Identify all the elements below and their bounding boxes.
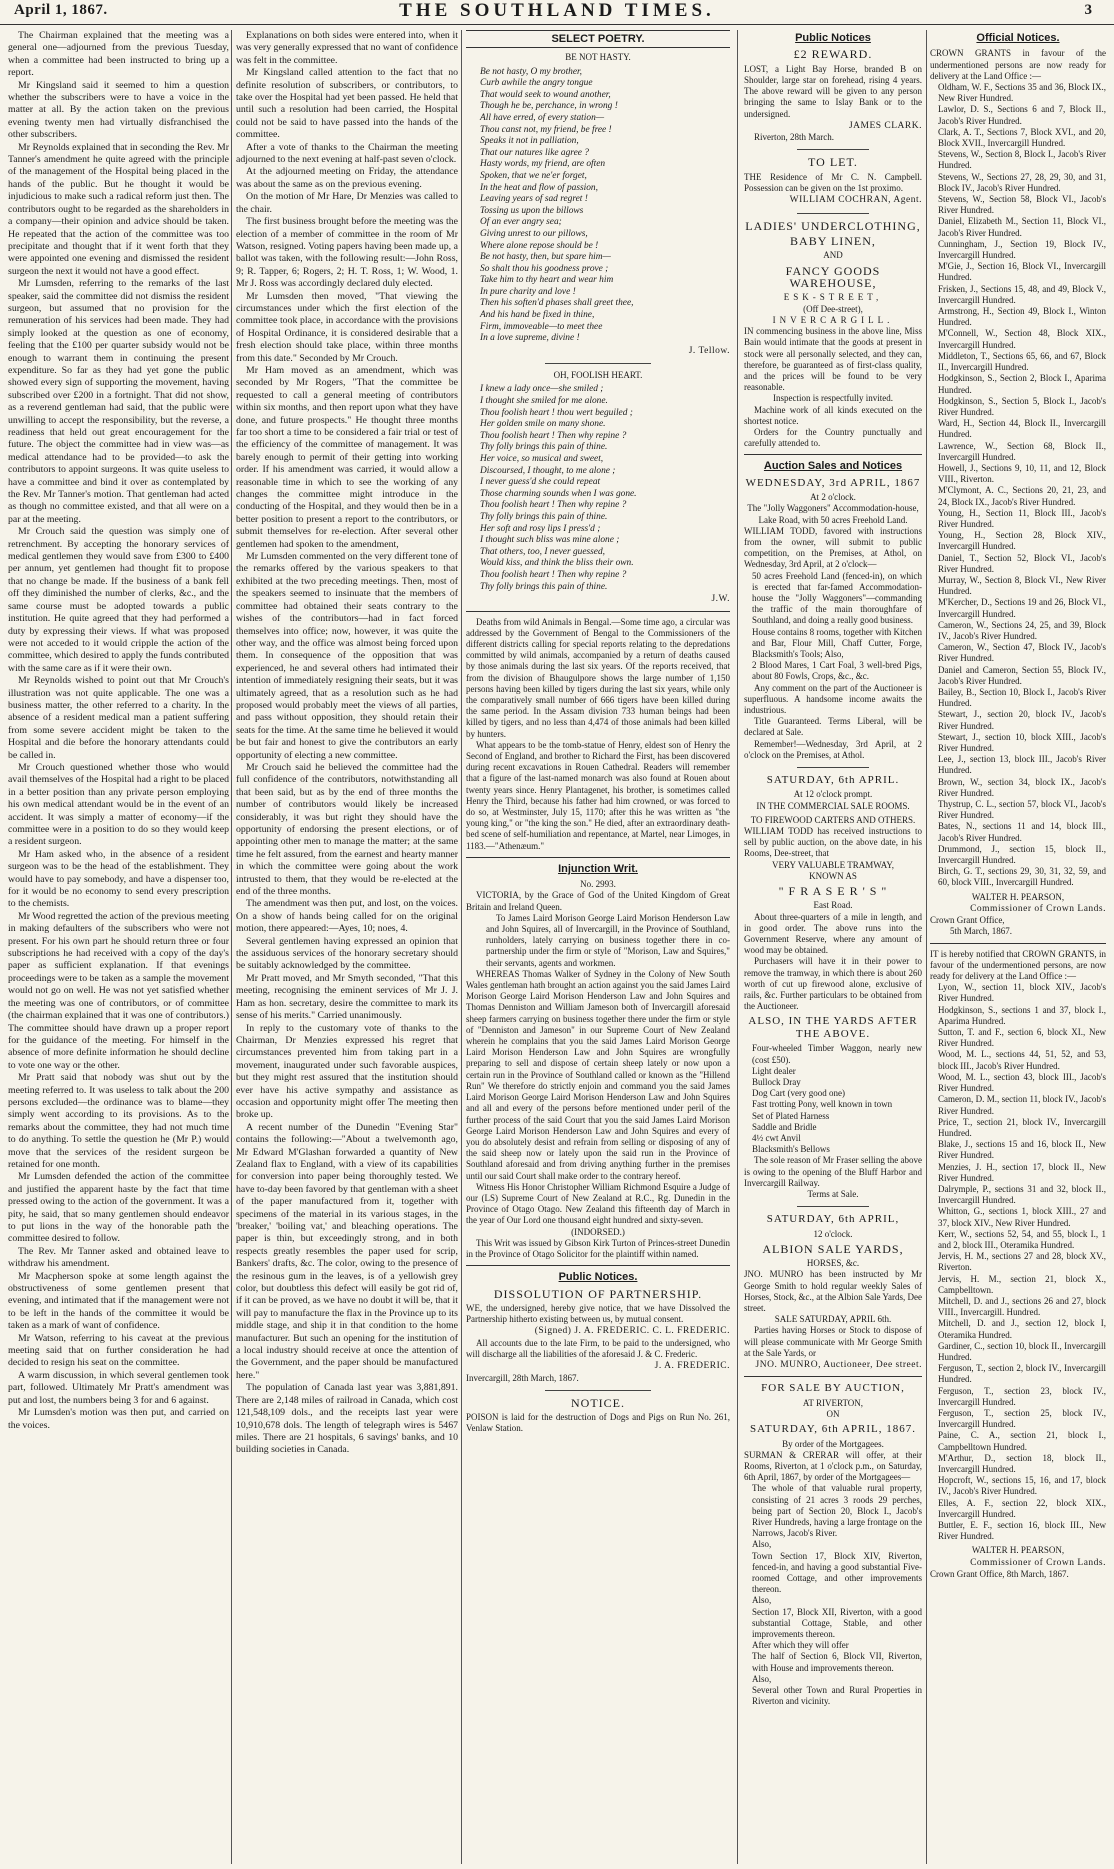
article-paragraph: Mr Kingsland called attention to the fact that no definite resolution of subscribers, or contributors, to take over the Hospital had yet been passed. He held that until such a resolution had been carried, the Hospital could not be said to have passed into the hands of the committee. bbox=[236, 67, 458, 141]
crown-grant-entry: Ferguson, T., section 2, block IV., Invercargill Hundred. bbox=[938, 1363, 1106, 1385]
ad-address: (Off Dee-street), bbox=[803, 303, 863, 314]
poem-body bbox=[466, 384, 730, 593]
poem-body bbox=[466, 67, 730, 345]
poem-line: Be not hasty, then, but spare him— bbox=[480, 252, 611, 263]
poem-line: Leaving years of sad regret ! bbox=[480, 194, 588, 205]
ad-title: BABY LINEN, bbox=[790, 234, 876, 249]
ad-title: AND bbox=[823, 250, 843, 261]
ad-address: ESK-STREET, bbox=[783, 292, 883, 303]
crown-grant-entry: Lawrence, W., Section 68, Block II., Invercargill Hundred. bbox=[938, 440, 1106, 462]
crown-grant-entry: Middleton, T., Sections 65, 66, and 67, Block II., Invercargill Hundred. bbox=[938, 350, 1106, 373]
poem-line: I thought such bliss was mine alone ; bbox=[480, 535, 620, 546]
injunction-note: This Writ was issued by Gibson Kirk Turton of Princes-street Dunedin in the Province of Otago Solicitor for the plaintiff within named. bbox=[466, 1237, 730, 1259]
poem-line: I thought she smiled for me alone. bbox=[480, 396, 608, 407]
crown-grant-entry: Hodgkinson, S., sections 1 and 37, block I., Aparima Hundred. bbox=[938, 1004, 1106, 1026]
auction-items bbox=[744, 1043, 922, 1155]
article-paragraph: Mr Wood regretted the action of the previous meeting in making defaulters of the subscribers who were not present. For his own part he should return three or four subscriptions he had received with a copy of the day's paper as sufficient explanation. If that evenings proceedings were to be taken as a sample the movement would not go on well. He was not yet satisfied whether the meeting was one of contributors, or of committee (the chairman explained that it was one of contributors.) The committee should have drawn up a proper report for the guidance of the meeting. For himself in the absence of more definite information he should decline to vote one way or the other. bbox=[8, 910, 229, 1071]
auction-item: Set of Plated Harness bbox=[752, 1110, 830, 1121]
auction-item: Four-wheeled Timber Waggon, nearly new (cost £50). bbox=[752, 1043, 922, 1065]
crown-grant-entry: Lyon, W., section 11, block XIV., Jacob's River Hundred. bbox=[938, 982, 1106, 1004]
poem-line: In the heat and flow of passion, bbox=[480, 182, 598, 193]
poem-line: Her voice, so musical and sweet, bbox=[480, 454, 604, 465]
crown-grant-entry: Daniel, T., Section 52, Block VI., Jacob's River Hundred. bbox=[938, 552, 1106, 574]
poem-line: Would kiss, and think the bliss their own. bbox=[480, 558, 634, 569]
notice-date: Invercargill, 28th March, 1867. bbox=[466, 1372, 579, 1383]
poem-title: OH, FOOLISH HEART. bbox=[553, 370, 643, 381]
auction-date: SATURDAY, 6th APRIL, 1867. bbox=[750, 1423, 916, 1436]
poem-line: Where alone repose should be ! bbox=[480, 240, 599, 251]
injunction-indorsed: (INDORSED.) bbox=[571, 1226, 625, 1237]
injunction-number: No. 2993. bbox=[580, 879, 616, 890]
crown-grant-entry: Ferguson, T., section 23, block IV., Invercargill Hundred. bbox=[938, 1385, 1106, 1407]
notice-paragraph: All accounts due to the late Firm, to be paid to the undersigned, who will discharge all the liabilities of the aforesaid J. & C. Frederic. bbox=[466, 1337, 730, 1359]
article-paragraph: Mr Crouch said he believed the committee had the full confidence of the contributors, notwithstanding all that been said, but as by the end of three months the number of contributors would likely be increased considerably, it was but right they should have the opportunity of endorsing the present elections, or of appointing other men to manage the matter; at the same time he felt assured, from the earnest and hearty manner in which the committee were going about the work intrusted to them, that they would be re-elected at the end of the three months. bbox=[236, 761, 458, 898]
ad-line: Inspection is respectfully invited. bbox=[773, 393, 893, 404]
auction-item: Also, bbox=[752, 1539, 772, 1550]
poem-line: I knew a lady once—she smiled ; bbox=[480, 384, 604, 395]
ad-signature: JAMES CLARK. bbox=[848, 120, 922, 131]
crown-grant-entry: Stevens, W., Section 58, Block VI., Jacob's River Hundred. bbox=[938, 194, 1106, 216]
injunction-heading: Injunction Writ. bbox=[558, 862, 638, 875]
auction-paragraph: Purchasers will have it in their power to remove the tramway, in which there is about 260 worth of cut up firewood alone, exclusive of rails, &c. Further particulars to be obtained from the Auctioneer. bbox=[744, 956, 922, 1012]
article-paragraph: Mr Lumsden's motion was then put, and carried on the voices. bbox=[8, 1407, 229, 1431]
crown-grant-entry: Wood, M. L., sections 44, 51, 52, and 53, block III., Jacob's River Hundred. bbox=[938, 1049, 1106, 1071]
crown-grant-entry: Paine, C. A., section 21, block I., Campbelltown Hundred. bbox=[938, 1430, 1106, 1452]
poem-line: So shalt thou his goodness prove ; bbox=[480, 263, 609, 274]
auction-title: " F R A S E R ' S " bbox=[778, 884, 888, 899]
commissioner-title: Commissioner of Crown Lands. bbox=[970, 1557, 1106, 1568]
crown-grant-entry: Hodgkinson, S., Section 5, Block I., Jacob's River Hundred. bbox=[938, 395, 1106, 417]
column-3-poetry-and-notices bbox=[466, 30, 730, 1864]
crown-grant-entry: M'Clymont, A. C., Sections 20, 21, 23, and 24, Block IX., Jacob's River Hundred. bbox=[938, 485, 1106, 507]
crown-grant-entry: Bailey, B., Section 10, Block I., Jacob's River Hundred. bbox=[938, 686, 1106, 709]
poem-line: Though he be, perchance, in wrong ! bbox=[480, 101, 618, 112]
crown-grant-entry: Daniel and Cameron, Section 55, Block IV., Jacob's River Hundred. bbox=[938, 664, 1106, 686]
article-paragraph: At the adjourned meeting on Friday, the attendance was about the same as on the previous evening. bbox=[236, 166, 458, 190]
auction-item: 2 Blood Mares, 1 Cart Foal, 3 well-bred Pigs, about 80 Fowls, Crops, &c., &c. bbox=[752, 660, 922, 682]
ad-title: FANCY GOODS WAREHOUSE, bbox=[785, 263, 881, 291]
poem-author: J.W. bbox=[711, 594, 730, 605]
auction-title: ALSO, IN THE YARDS AFTER THE ABOVE. bbox=[748, 1015, 918, 1040]
crown-grant-entry: Hodgkinson, S., Section 2, Block I., Aparima Hundred. bbox=[938, 373, 1106, 395]
notice-title: DISSOLUTION OF PARTNERSHIP. bbox=[493, 1286, 703, 1301]
poem-line: That would seek to wound another, bbox=[480, 89, 611, 100]
divider bbox=[797, 213, 868, 214]
article-paragraph: A recent number of the Dunedin "Evening Star" contains the following:—"About a twelvemonth ago, Mr Edward M'Glashan forwarded a quantity of New Zealand flax to England, with a view of its capabilities for conversion into paper being thoroughly tested. We have to-day been favored by that gentleman with a sheet of the paper manufactured from it, together with specimens of the material in its various stages, in the 'breaker,' 'boiling vat,' and bleaching operations. The paper is thin, but exceedingly strong, and in both respects greatly resembles the paper used for scrip, Bankers' drafts, &c. The color, owing to the presence of the resinous gum in the leaves, is of a yellowish grey color, but doubtless this defect will easily be got rid of, if it can be proved, as we have no doubt it will be, that it will pay to manufacture the flax in the Province up to its middle stage, and ship it in that condition to the home manufacturer. But such an opening for the institution of a local industry should receive at once the attention of the Government, and the paper should be manufactured here." bbox=[236, 1121, 458, 1381]
notice-date: 5th March, 1867. bbox=[950, 926, 1012, 937]
auction-item: Saddle and Bridle bbox=[752, 1121, 817, 1132]
column-rule bbox=[926, 30, 927, 1864]
crown-grant-entry: Kerr, W., sections 52, 54, and 55, block I., 1 and 2, block III., Oteramika Hundred. bbox=[938, 1228, 1106, 1250]
ad-paragraph: Machine work of all kinds executed on the shortest notice. bbox=[744, 404, 922, 426]
poem-line: That others, too, I never guessed, bbox=[480, 546, 605, 557]
ad-title: TO LET. bbox=[808, 155, 858, 170]
article-paragraph: Mr Macpherson spoke at some length against the obstructiveness of some gentlemen present that evening, and intimated that if the management were not to be left in the hands of the committee it would be taken as a mark of want of confidence. bbox=[8, 1270, 229, 1332]
auction-title: ALBION SALE YARDS, bbox=[762, 1241, 904, 1256]
injunction-paragraph: WHEREAS Thomas Walker of Sydney in the Colony of New South Wales gentleman hath brought an action against you the said James Laird Morison George Laird Morison Henderson Law and John Squires and Thomas Denniston and William Jameson both of Invercargill aforesaid sheep farmers carrying on business together there under the firm or style of "Denniston and Jameson" in our Supreme Court of New Zealand wherein he complains that you the said James Laird Morison George Laird Morison Henderson Law and John Squires are wrongfully preparing to sell and dispose of certain sheep lately or now upon a certain run in the Province of Southland called or known as the "Hillend Run" We therefore do strictly enjoin and command you the said James Laird Morison George Laird Morison Henderson Law and John Squires and all and every of the persons before mentioned under peril of the further process of the said Court that you the said James Laird Morison George Laird Morison Henderson Law and John Squires and every of you do absolutely desist and refrain from selling or disposing of any of the said sheep now or lately upon the said run in the Province of Southland aforesaid and from driving anything further in the premises until our said Court shall make order to the contrary hereof. bbox=[466, 968, 730, 1181]
commissioner-title: Commissioner of Crown Lands. bbox=[970, 903, 1106, 914]
article-paragraph: Mr Ham asked who, in the absence of a resident surgeon was to be the head of the establishment. They would have to pay somebody, and have a dispenser too, for it would be no economy to send every prescription to the chemists. bbox=[8, 848, 229, 910]
ad-address: INVERCARGILL. bbox=[772, 314, 894, 325]
crown-grant-entry: M'Arthur, D., section 18, block II., Invercargill Hundred. bbox=[938, 1452, 1106, 1474]
poem-line: All have erred, of every station— bbox=[480, 112, 605, 123]
article-paragraph: After a vote of thanks to the Chairman the meeting adjourned to the next evening at half-past seven o'clock. bbox=[236, 141, 458, 166]
crown-grant-entry: Jervis, H. M., sections 27 and 28, block XV., Riverton. bbox=[938, 1251, 1106, 1273]
crown-grant-entry: Gardiner, C., section 10, block II., Invercargill Hundred. bbox=[938, 1340, 1106, 1362]
article-paragraph: The Chairman explained that the meeting was a general one—adjourned from the previous Tuesday, when a committee had been instructed to bring up a report. bbox=[8, 30, 229, 79]
injunction-witness: Witness His Honor Christopher William Richmond Esquire a Judge of our (LS) Supreme Court of New Zealand at R.C., Rg. Dunedin in the Province of Otago Otago. New Zealand this fifteenth day of March in the year of Our Lord one thousand eight hundred and sixty-seven. bbox=[466, 1181, 730, 1226]
office-name: Crown Grant Office, bbox=[930, 915, 1005, 926]
crown-grant-entry: M'Gie, J., Section 16, Block VI., Invercargill Hundred. bbox=[938, 261, 1106, 283]
article-paragraph: The Rev. Mr Tanner asked and obtained leave to withdraw his amendment. bbox=[8, 1245, 229, 1270]
auction-subject: HORSES, &c. bbox=[806, 1258, 860, 1269]
article-paragraph: Mr Reynolds explained that in seconding the Rev. Mr Tanner's amendment he quite agreed with the principle of the management of the Hospital being placed in the hands of the public. But he thought it would be injudicious to make such a radical reform just then. The contributors ought to be regarded as the shareholders in a company—their opinion and advice should be taken. He repeated that the action of the committee was too precipitate and thought that if it went forth that they were appointed one evening and dismissed the resident surgeon the next it would not have a good effect. bbox=[8, 141, 229, 277]
auction-item: Blacksmith's Bellows bbox=[752, 1144, 830, 1155]
auction-item: Light dealer bbox=[752, 1065, 796, 1076]
auction-item: Also, bbox=[752, 1673, 772, 1684]
crown-grant-entry: Cunningham, J., Section 19, Block IV., Invercargill Hundred. bbox=[938, 238, 1106, 261]
auction-item: The whole of that valuable rural property, consisting of 21 acres 3 roods 29 perches, being part of Section 20, Block I., Jacob's River Hundreds, having a large frontage on the Narrows, Jacob's River. bbox=[752, 1483, 922, 1539]
crown-grant-entry: Stevens, W., Sections 27, 28, 29, 30, and 31, Block IV., Jacob's River Hundred. bbox=[938, 171, 1106, 193]
poem-line: Thou foolish heart ! Then why repine ? bbox=[480, 500, 627, 511]
crown-grant-entry: Thystrup, C. L., section 57, block VI., Jacob's River Hundred. bbox=[938, 799, 1106, 821]
crown-grant-entry: Lee, J., section 13, block III., Jacob's River Hundred. bbox=[938, 754, 1106, 776]
article-paragraph: Explanations on both sides were entered into, when it was very generally expressed that no want of confidence was felt in the committee. bbox=[236, 30, 458, 66]
article-paragraph: Mr Reynolds wished to point out that Mr Crouch's illustration was not quite applicable. The one was a business matter, the other referred to a charity. In the absence of a resident medical man a patient suffering from some severe accident might be taken to the Hospital and die before the honorary attendants could be called in. bbox=[8, 675, 229, 761]
auction-item: 4½ cwt Anvil bbox=[752, 1132, 801, 1143]
crown-grant-entry: Oldham, W. F., Sections 35 and 36, Block IX., New River Hundred. bbox=[938, 82, 1106, 104]
auction-paragraph: Parties having Horses or Stock to dispose of will please communicate with Mr George Smith at the Sale Yards, or bbox=[744, 1325, 922, 1358]
crown-grant-entry: Frisken, J., Sections 15, 48, and 49, Block V., Invercargill Hundred. bbox=[938, 283, 1106, 305]
newspaper-title: THE SOUTHLAND TIMES. bbox=[399, 0, 715, 21]
auction-title: East Road. bbox=[813, 900, 853, 911]
auction-paragraph: WILLIAM TODD has received instructions to sell by public auction, on the above date, in his Rooms, Dee-street, that bbox=[744, 826, 922, 859]
issue-date: April 1, 1867. bbox=[14, 2, 108, 18]
crown-grant-entry: Daniel, Elizabeth M., Section 11, Block VI., Jacob's River Hundred. bbox=[938, 216, 1106, 238]
article-paragraph: In reply to the customary vote of thanks to the Chairman, Dr Menzies expressed his regret that circumstances prevented him from taking part in a movement, inaugurated under such favorable auspices, but they might rest assured that the institution should ever have his active sympathy and assistance as occasion and opportunity might offer The meeting then broke up. bbox=[236, 1022, 458, 1121]
crown-grant-entry: Wood, M. L., section 43, block III., Jacob's River Hundred. bbox=[938, 1071, 1106, 1094]
column-rule bbox=[737, 30, 738, 1864]
crown-grants-intro: CROWN GRANTS in favour of the undermentioned persons are now ready for delivery at the Land Office :— bbox=[930, 48, 1106, 81]
article-paragraph: On the motion of Mr Hare, Dr Menzies was called to the chair. bbox=[236, 191, 458, 215]
article-paragraph: Mr Crouch said the question was simply one of retrenchment. By accepting the honorary services of medical gentlemen they would save from £300 to £400 per annum, yet gentlemen had thought fit to propose that no change be made. If the business of a bank fell off they diminished the number of clerks, &c., and the same course must be adopted towards a public institution. He quite agreed that they had performed a duty by expressing their views. If what was proposed were not acceded to it would cripple the action of the committee, which desired to apply the funds contributed with the same care as if it were their own. bbox=[8, 526, 229, 674]
auction-items bbox=[744, 1483, 922, 1707]
column-rule bbox=[231, 30, 232, 1864]
auction-item: Section 17, Block XII, Riverton, with a good substantial Cottage, Stable, and other improvements thereon. bbox=[752, 1606, 922, 1640]
ad-title: LADIES' UNDERCLOTHING, bbox=[745, 218, 921, 233]
poem-line: Spoken, that we ne'er forget, bbox=[480, 170, 587, 181]
poem-line: Thou foolish heart ! Then why repine ? bbox=[480, 569, 627, 580]
auction-subject: The "Jolly Waggoners" Accommodation-house, Lake Road, with 50 acres Freehold Land. bbox=[747, 503, 919, 525]
crown-grant-entry: Whitton, G., sections 1, block XIII., 27 and 37, block XIV., New River Hundred. bbox=[938, 1206, 1106, 1228]
auction-time: At 12 o'clock prompt. bbox=[793, 789, 873, 800]
crown-grant-entry: Blake, J., sections 15 and 16, block II., New River Hundred. bbox=[938, 1139, 1106, 1161]
crown-grant-entry: Armstrong, H., Section 49, Block I., Winton Hundred. bbox=[938, 306, 1106, 328]
crown-grant-entry: Bates, N., sections 11 and 14, block III., Jacob's River Hundred. bbox=[938, 821, 1106, 843]
crown-grant-entry: M'Kercher, D., Sections 19 and 26, Block VI., Invercargill Hundred. bbox=[938, 597, 1106, 619]
column-rule bbox=[461, 30, 462, 1864]
article-paragraph: Mr Watson, referring to his caveat at the previous meeting said that on further consideration he had decided to resign his seat on the committee. bbox=[8, 1332, 229, 1369]
auction-heading: Auction Sales and Notices bbox=[763, 460, 903, 473]
poetry-heading: SELECT POETRY. bbox=[466, 30, 730, 48]
poem-line: Thou foolish heart ! thou wert beguiled ; bbox=[480, 407, 633, 418]
notice-title: NOTICE. bbox=[571, 1395, 625, 1410]
auction-title: FOR SALE BY AUCTION, bbox=[761, 1382, 905, 1395]
divider bbox=[797, 767, 868, 768]
auction-item: After which they will offer bbox=[752, 1640, 849, 1651]
ad-signature: WILLIAM COCHRAN, Agent. bbox=[789, 195, 922, 206]
poem-line: Thy folly brings this pain of thine. bbox=[480, 442, 608, 453]
notice-paragraph: WE, the undersigned, hereby give notice, that we have Dissolved the Partnership hitherto existing between us, by mutual consent. bbox=[466, 1302, 730, 1325]
ad-paragraph: LOST, a Light Bay Horse, branded B on Shoulder, large star on forehead, rising 4 years. The above reward will be given to any person bringing the same to Islay Bank or to the undersigned. bbox=[744, 63, 922, 119]
column-4-advertisements bbox=[744, 30, 922, 1864]
poem-line: I never guess'd she could repeat bbox=[480, 477, 601, 488]
crown-grant-entry: Young, H., Section 28, Block XIV., Invercargill Hundred. bbox=[938, 530, 1106, 552]
auction-paragraph: Any comment on the part of the Auctioneer is superfluous. A handsome income awaits the industrious. bbox=[744, 682, 922, 715]
crown-grant-entry: Clark, A. T., Sections 7, Block XVI., and 20, Block XVII., Invercargill Hundred. bbox=[938, 126, 1106, 149]
article-paragraph: Mr Ham moved as an amendment, which was seconded by Mr Rogers, "That the committee be requested to call a general meeting of contributors within six months, and then report upon what they have done, and future prospects." He thought three months far too short a time to be considered a fair trial or test of the efficiency of the committee of management. It was barely enough to permit of their getting into working order. If his amendment was carried, it would allow a reasonable time in which to see the working of any changes the committee might introduce in the conducting of the Hospital, and they would then be in a better position to present a report to the contributors, or submit themselves for re-election. After several other gentlemen had spoken to the amendment, bbox=[236, 364, 458, 550]
auction-item: Dog Cart (very good one) bbox=[752, 1088, 845, 1099]
crown-grant-entry: Mitchell, D. and J., sections 26 and 27, block VIII., Invercargill. Hundred. bbox=[938, 1295, 1106, 1318]
poem-line: Thy folly brings this pain of thine. bbox=[480, 581, 608, 592]
article-paragraph: Several gentlemen having expressed an opinion that the assiduous services of the honorary secretary should be suitably acknowledged by the committee. bbox=[236, 935, 458, 972]
poem-line: Giving unrest to our pillows, bbox=[480, 228, 588, 239]
divider bbox=[744, 454, 922, 455]
auction-paragraph: SURMAN & CRERAR will offer, at their Rooms, Riverton, at 1 o'clock p.m., on Saturday, 6th April, 1867, by order of the Mortgagees— bbox=[744, 1449, 922, 1483]
crown-grant-entry: Ward, H., Section 44, Block II., Invercargill Hundred. bbox=[938, 418, 1106, 440]
poem-line: Discoursed, I thought, to me alone ; bbox=[480, 465, 616, 476]
crown-grant-entry: Mitchell, D. and J., section 12, block I, Oteramika Hundred. bbox=[938, 1318, 1106, 1340]
auction-terms: Terms at Sale. bbox=[807, 1188, 859, 1199]
auction-paragraph: WILLIAM TODD, favored with instructions from the owner, will submit to public competition, on the Premises, at Athol, on Wednesday, 3rd April, at 2 o'clock— bbox=[744, 525, 922, 570]
crown-grant-entry: Hopcroft, W., sections 15, 16, and 17, block IV., Jacob's River Hundred. bbox=[938, 1475, 1106, 1497]
article-paragraph: Mr Crouch questioned whether those who would avail themselves of the Hospital had a right to be placed in a better position than any private person employing his own medical attendant would be in the event of an accident. It was simply a matter of economy—if the committee were in a position to do so they would keep a resident surgeon. bbox=[8, 761, 229, 848]
poem-line: Curb awhile the angry tongue bbox=[480, 78, 593, 89]
public-notices-heading: Public Notices bbox=[795, 32, 871, 44]
crown-grants-intro: IT is hereby notified that CROWN GRANTS, in favour of the undermentioned persons, are now ready for delivery at the Land Office :— bbox=[930, 948, 1106, 982]
crown-grant-entry: Ferguson, T., section 25, block IV., Invercargill Hundred. bbox=[938, 1407, 1106, 1430]
auction-place: IN THE COMMERCIAL SALE ROOMS. bbox=[756, 800, 910, 811]
auction-paragraph: Remember!—Wednesday, 3rd April, at 2 o'clock on the Premises, at Athol. bbox=[744, 738, 922, 760]
ad-title: £2 REWARD. bbox=[793, 47, 873, 62]
crown-grant-entry: Buttler, E. F., section 16, block III., New River Hundred. bbox=[938, 1520, 1106, 1542]
official-notices-heading: Official Notices. bbox=[976, 32, 1060, 44]
auction-item: House contains 8 rooms, together with Kitchen and Bar, Flour Mill, Chaff Cutter, Forge, Blacksmith's Tools; Also, bbox=[752, 626, 922, 659]
page-number: 3 bbox=[1084, 2, 1092, 18]
auction-item: 50 acres Freehold Land (fenced-in), on which is erected that far-famed Accommodation-house the "Jolly Waggoners"—commanding the traffic of the main thoroughfare of Southland, and doing a really good business. bbox=[752, 570, 922, 626]
crown-grant-entry: Young, H., Section 11, Block III., Jacob's River Hundred. bbox=[938, 507, 1106, 529]
auction-paragraph: JNO. MUNRO has been instructed by Mr George Smith to hold regular weekly Sales of Horses, Stock, &c., at the Albion Sale Yards, Dee street. bbox=[744, 1269, 922, 1313]
crown-grant-entry: Birch, G. T., sections 29, 30, 31, 32, 59, and 60, block VIII., Invercargill Hundred. bbox=[938, 866, 1106, 888]
crown-grant-entry: Stevens, W., Section 8, Block I., Jacob's River Hundred. bbox=[938, 149, 1106, 171]
column-2-meeting-report bbox=[236, 30, 458, 1864]
ad-date: Riverton, 28th March. bbox=[754, 132, 834, 143]
crown-grant-entry: Drummond, J., section 15, block II., Invercargill Hundred. bbox=[938, 843, 1106, 866]
divider bbox=[797, 149, 868, 150]
crown-grant-entry: Menzies, J. H., section 17, block II., New River Hundred. bbox=[938, 1161, 1106, 1183]
article-paragraph: A warm discussion, in which several gentlemen took part, followed. Ultimately Mr Pratt's amendment was put and lost, the numbers being 3 for and 6 against. bbox=[8, 1369, 229, 1406]
poem-line: That our natures like agree ? bbox=[480, 147, 589, 158]
ad-paragraph: IN commencing business in the above line, Miss Bain would intimate that the goods at present in stock were all personally selected, and they can, therefore, be guaranteed as of first-class quality, and the prices will be found to be very reasonable. bbox=[744, 326, 922, 393]
crown-grants-list bbox=[930, 982, 1106, 1542]
auction-item: The half of Section 6, Block VII, Riverton, with House and improvements thereon. bbox=[752, 1651, 922, 1673]
poem-line: And his hand be fixed in thine, bbox=[480, 310, 595, 321]
ad-paragraph: THE Residence of Mr C. N. Campbell. Possession can be given on the 1st proximo. bbox=[744, 171, 922, 194]
crown-grant-entry: Elles, A. F., section 22, block XIX., Invercargill Hundred. bbox=[938, 1497, 1106, 1519]
article-paragraph: Mr Kingsland said it seemed to him a question whether the subscribers were to have a voice in the matter at all. By the action taken on the previous evening twenty men had virtually disfranchised the other subscribers. bbox=[8, 79, 229, 141]
notice-date: Crown Grant Office, 8th March, 1867. bbox=[930, 1569, 1069, 1580]
crown-grant-entry: Cameron, W., Section 47, Block IV., Jacob's River Hundred. bbox=[938, 642, 1106, 664]
column-1-meeting-report bbox=[8, 30, 229, 1864]
auction-item: Also, bbox=[752, 1595, 772, 1606]
poem-line: Of an ever angry sea; bbox=[480, 217, 562, 228]
divider bbox=[466, 611, 730, 612]
auction-item: Several other Town and Rural Properties in Riverton and vicinity. bbox=[752, 1685, 922, 1707]
crown-grant-entry: Stewart, J., section 20, block IV., Jacob's River Hundred. bbox=[938, 709, 1106, 731]
auction-paragraph: Title Guaranteed. Terms Liberal, will be declared at Sale. bbox=[744, 716, 922, 738]
poem-line: Speaks it not in palliation, bbox=[480, 136, 579, 147]
crown-grant-entry: Cameron, D. M., section 11, block IV., Jacob's River Hundred. bbox=[938, 1094, 1106, 1116]
poem-line: Her soft and rosy lips I press'd ; bbox=[480, 523, 601, 534]
poem-line: Her golden smile on many shone. bbox=[480, 419, 606, 430]
crown-grant-entry: Dalrymple, P., sections 31 and 32, block II., Invercargill Hundred. bbox=[938, 1183, 1106, 1206]
notice-signature: J. A. FREDERIC. bbox=[654, 1361, 730, 1372]
poem-line: Tossing us upon the billows bbox=[480, 205, 584, 216]
divider bbox=[797, 1206, 868, 1207]
auction-item: Town Section 17, Block XIV, Riverton, fenced-in, and having a good substantial Five-roomed Cottage, and other improvements thereon. bbox=[752, 1550, 922, 1595]
article-paragraph: Deaths from wild Animals in Bengal.—Some time ago, a circular was addressed by the Government of Bengal to the Commissioners of the different districts calling for special reports relating to the depredations committed by wild animals, accompanied by a return of deaths caused by those animals during the last six years. Of the reports received, that from the division of Bhaugulpore shows the large number of 1,150 persons having been killed by tigers during the last six years, while only the comparatively small number of 666 tigers have been killed during the same period. In the Assam division 733 human beings had been killed by tigers, and no less than 4,474 of those animals had been killed by hunters. bbox=[466, 616, 730, 739]
poem-line: Thy folly brings this pain of thine. bbox=[480, 512, 608, 522]
divider bbox=[466, 857, 730, 858]
auction-item: Fast trotting Pony, well known in town bbox=[752, 1099, 893, 1110]
notice-signatures: (Signed) J. A. FREDERIC. C. L. FREDERIC. bbox=[534, 1326, 730, 1337]
crown-grant-entry: Stewart, J., section 10, block XIII., Jacob's River Hundred. bbox=[938, 731, 1106, 753]
auction-paragraph: About three-quarters of a mile in length, and in good order. The above runs into the Government Reserve, where any amount of wood may be obtained. bbox=[744, 911, 922, 956]
poem-line: Be not hasty, O my brother, bbox=[480, 66, 582, 77]
masthead bbox=[0, 0, 1114, 25]
poem-line: Thou canst not, my friend, be free ! bbox=[480, 124, 612, 135]
divider bbox=[930, 943, 1106, 944]
poem-line: In pure charity and love ! bbox=[480, 286, 576, 297]
poem-line: Hasty words, my friend, are often bbox=[480, 159, 606, 170]
poem-line: Thou foolish heart ! Then why repine ? bbox=[480, 430, 627, 441]
article-paragraph: The first business brought before the meeting was the election of a member of committee in the room of Mr Watson, resigned. Voting papers having been made up, a ballot was taken, with the following result:—John Ross, 9; R. Tapper, 6; Rogers, 2; H. T. Ross, 1; W. Wood, 1. Mr J. Ross was accordingly declared duly elected. bbox=[236, 216, 458, 290]
ad-paragraph: Orders for the Country punctually and carefully attended to. bbox=[744, 426, 922, 449]
auction-time: 12 o'clock. bbox=[813, 1228, 853, 1239]
auction-time: At 2 o'clock. bbox=[810, 492, 856, 503]
divider bbox=[466, 1265, 730, 1266]
commissioner-name: WALTER H. PEARSON, bbox=[971, 891, 1065, 902]
auction-items bbox=[744, 571, 922, 683]
article-paragraph: The population of Canada last year was 3,881,891. There are 2,148 miles of railroad in Canada, which cost 121,548,109 dols., and the receipts last year were 10,910,678 dols. The length of telegraph wires is 5467 miles. There are 21 hospitals, 6 savings' banks, and 10 building societies in Canada. bbox=[236, 1382, 458, 1456]
poem-line: In a love supreme, divine ! bbox=[480, 333, 580, 344]
crown-grants-list bbox=[930, 82, 1106, 889]
poem-line: Those charming sounds when I was gone. bbox=[480, 488, 637, 499]
crown-grant-entry: Jervis, H. M., section 21, block X., Campbelltown. bbox=[938, 1273, 1106, 1295]
divider bbox=[545, 363, 651, 364]
auction-order: By order of the Mortgagees. bbox=[782, 1438, 884, 1449]
auction-title: VERY VALUABLE TRAMWAY, bbox=[772, 859, 894, 870]
crown-grant-entry: M'Connell, W., Section 48, Block XIX., Invercargill Hundred. bbox=[938, 328, 1106, 350]
notice-paragraph: POISON is laid for the destruction of Dogs and Pigs on Run No. 261, Venlaw Station. bbox=[466, 1412, 730, 1434]
crown-grant-entry: Brown, W., section 34, block IX., Jacob's River Hundred. bbox=[938, 776, 1106, 798]
article-paragraph: Mr Lumsden defended the action of the committee and justified the apparent haste by the fact that time pressed owing to the action of the government. It was a pity, he said, that so many gentlemen should endeavor to put lions in the way of the honorable path the committee desired to follow. bbox=[8, 1171, 229, 1245]
public-notices-heading: Public Notices. bbox=[558, 1271, 638, 1284]
crown-grant-entry: Murray, W., Section 8, Block VI., New River Hundred. bbox=[938, 574, 1106, 597]
injunction-paragraph: To James Laird Morison George Laird Morison Henderson Law and John Squires, all of Invercargill, in the Province of Southland, runholders, lately carrying on business together there in co-partnership under the firm or style of "Morison, Law and Squires," their servants, agents and workmen. bbox=[486, 912, 730, 968]
poem-author: J. Tellow. bbox=[688, 345, 730, 356]
crown-grant-entry: Cameron, W., Sections 24, 25, and 39, Block IV., Jacob's River Hundred. bbox=[938, 619, 1106, 641]
article-paragraph: What appears to be the tomb-statue of Henry, eldest son of Henry the Second of England, and brother to Richard the First, has been discovered during recent excavations in Rouen Cathedral. Readers will remember that a figure of the last-named monarch was also found at Rouen about twenty years since. Henry Plantagenet, his brother, is sometimes called Henry the Third, because his father had him crowned, or was forced to do so, at Westminster, July 15, 1170; after this he was written as "the young king," or "the king the son." He died, after an extraordinary death-bed scene of self-humiliation and repentance, at Martel, near Limoges, in 1183.—"Athenæum." bbox=[466, 739, 730, 851]
auction-date: SATURDAY, 6th APRIL. bbox=[766, 774, 900, 787]
commissioner-name: WALTER H. PEARSON, bbox=[971, 1545, 1065, 1556]
crown-grant-entry: Howell, J., Sections 9, 10, 11, and 12, Block VIII., Riverton. bbox=[938, 462, 1106, 485]
article-paragraph: Mr Lumsden then moved, "That viewing the circumstances under which the first election of the committee took place, in accordance with the provisions of Hospital Ordinance, it is considered desirable that a fresh election should take place, within three months from this date." Seconded by Mr Crouch. bbox=[236, 290, 458, 364]
poem-line: Take him to thy heart and wear him bbox=[480, 275, 614, 286]
article-paragraph: Mr Lumsden, referring to the remarks of the last speaker, said the committee did not dismiss the resident surgeon, but assumed that no provision for the remuneration of his services had been made. They had simply looked at the question as one of economy, feeling that the £100 per quarter subsidy would not be enough to warrant them in continuing the present expenditure. So far as they had yet gone the public showed every sign of supporting the movement, having subscribed over £200 in a fortnight. That did not show, as a reverend gentleman had said, that the public were unwilling to accept the responsibility, but the reverse, a readiness that held out great encouragement for the future. The object the committee had in view was—as medical attendance had to be provided—to ask the contributors to appoint surgeons. It was quite useless to have a committee and bind it over as contemplated by the Rev. Mr Tanner's motion. That gentleman had acted as though no committee existed, and that all were on a par at the meeting. bbox=[8, 278, 229, 525]
crown-grant-entry: Lawlor, D. S., Sections 6 and 7, Block II., Jacob's River Hundred. bbox=[938, 104, 1106, 126]
auction-title: TO FIREWOOD CARTERS AND OTHERS. bbox=[750, 814, 916, 825]
auction-signature: JNO. MUNRO, Auctioneer, Dee street. bbox=[755, 1359, 922, 1370]
auction-item: Bullock Dray bbox=[752, 1076, 801, 1087]
poem-line: Then his soften'd phases shall greet thee, bbox=[480, 298, 634, 309]
divider bbox=[545, 1390, 651, 1391]
article-paragraph: Mr Pratt said that nobody was shut out by the meeting referred to. It was useless to talk about the 200 persons excluded—the ordinance was to blame—they simply went according to its provisions. As to the remarks about the committee, they had not much time to do anything. To settle the question he (Mr P.) would move that the services of the resident surgeon be retained for one month. bbox=[8, 1072, 229, 1170]
auction-place: ON bbox=[826, 1409, 840, 1419]
poem-line: Firm, immoveable—to meet thee bbox=[480, 321, 603, 332]
article-paragraph: Mr Pratt moved, and Mr Smyth seconded, "That this meeting, recognising the eminent services of Mr J. J. Ham as hon. secretary, desire the committee to mark its sense of his merits." Carried unanimously. bbox=[236, 972, 458, 1022]
auction-date: WEDNESDAY, 3rd APRIL, 1867 bbox=[745, 476, 921, 489]
crown-grant-entry: Price, T., section 21, block IV., Invercargill Hundred. bbox=[938, 1116, 1106, 1138]
article-paragraph: Mr Lumsden commented on the very different tone of the remarks offered by the various speakers to that exhibited at the two preceding meetings. Then, most of the speakers seemed to insinuate that the members of committee had obtained their seats contrary to the wishes of the contributors—had in fact forced themselves into office; now, however, it was quite the other way, and the office was almost being forced upon them. In consequence of the opposition that was experienced, he and several others had intimated their intention of immediately resigning their seats, but it was ultimately agreed, that as a resolution such as he had proposed would probably meet the views of all parties, and pass without opposition, they should retain their seats for the time. At the same time he believed it would be but fair and honest to give the contributors an early opportunity of electing a new committee. bbox=[236, 551, 458, 761]
auction-paragraph: The sole reason of Mr Fraser selling the above is owing to the opening of the Bluff Harbor and Invercargill Railway. bbox=[744, 1155, 922, 1188]
poem-title: BE NOT HASTY. bbox=[565, 52, 631, 63]
divider bbox=[744, 1376, 922, 1377]
crown-grant-entry: Sutton, T. and F., section 6, block XI., New River Hundred. bbox=[938, 1027, 1106, 1049]
article-paragraph: The amendment was then put, and lost, on the voices. On a show of hands being called for on the original motion, there appeared:—Ayes, 10; noes, 4. bbox=[236, 898, 458, 935]
auction-date: SATURDAY, 6th APRIL, bbox=[766, 1213, 900, 1226]
auction-place: AT RIVERTON, bbox=[802, 1397, 864, 1408]
auction-sale: SALE SATURDAY, APRIL 6th. bbox=[774, 1314, 892, 1325]
column-5-official-notices bbox=[930, 30, 1106, 1864]
injunction-paragraph: VICTORIA, by the Grace of God of the United Kingdom of Great Britain and Ireland Queen. bbox=[466, 890, 730, 912]
auction-title: KNOWN AS bbox=[809, 870, 857, 881]
